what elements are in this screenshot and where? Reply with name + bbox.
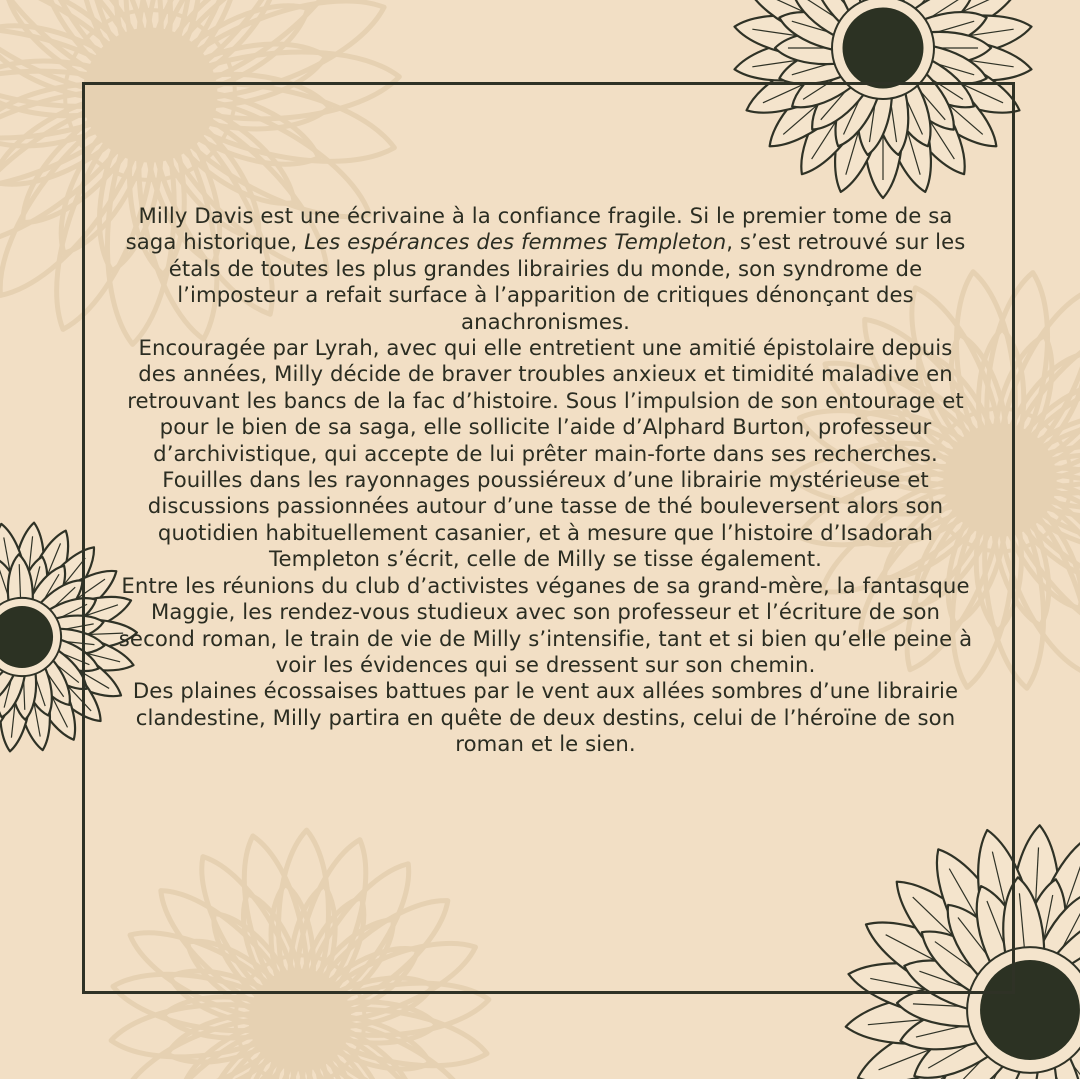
synopsis-paragraph-3: Fouilles dans les rayonnages poussiéreux d’une librairie mystérieuse et discussions passionnées autour d’une tasse de thé bouleversent alors son quotidien habituellement casanier, et à mesure que l’histoire d’Isadorah Templeton s’écrit, celle de Milly se tisse également. xyxy=(147,467,944,572)
synopsis-paragraph-5: Des plaines écossaises battues par le vent aux allées sombres d’une librairie clandestine, Milly partira en quête de deux destins, celui de l’héroïne de son roman et le sien. xyxy=(132,678,959,757)
synopsis-paragraph-2: Encouragée par Lyrah, avec qui elle entretient une amitié épistolaire depuis des années, Milly décide de braver troubles anxieux et timidité maladive en retrouvant les bancs de la fac d’histoire. Sous l’impulsion de son entourage et pour le bien de sa saga, elle sollicite l’aide d’Alphard Burton, professeur d’archivistique, qui accepte de lui prêter main-forte dans ses recherches. xyxy=(127,335,964,466)
synopsis-paragraph-4: Entre les réunions du club d’activistes véganes de sa grand-mère, la fantasque Maggie, les rendez-vous studieux avec son professeur et l’écriture de son second roman, le train de vie de Milly s’intensifie, tant et si bien qu’elle peine à voir les évidences qui se dressent sur son chemin. xyxy=(118,572,973,677)
flower-center xyxy=(843,8,924,89)
synopsis-paragraph-1: Milly Davis est une écrivaine à la confiance fragile. Si le premier tome de sa saga historique, Les espérances des femmes Templeton, s’est retrouvé sur les étals de toutes les plus grandes librairies du monde, son syndrome de l’imposteur a refait surface à l’apparition de critiques dénonçant des anachronismes. xyxy=(125,203,966,334)
book-synopsis xyxy=(118,203,973,758)
book-title: Les espérances des femmes Templeton xyxy=(304,229,727,255)
